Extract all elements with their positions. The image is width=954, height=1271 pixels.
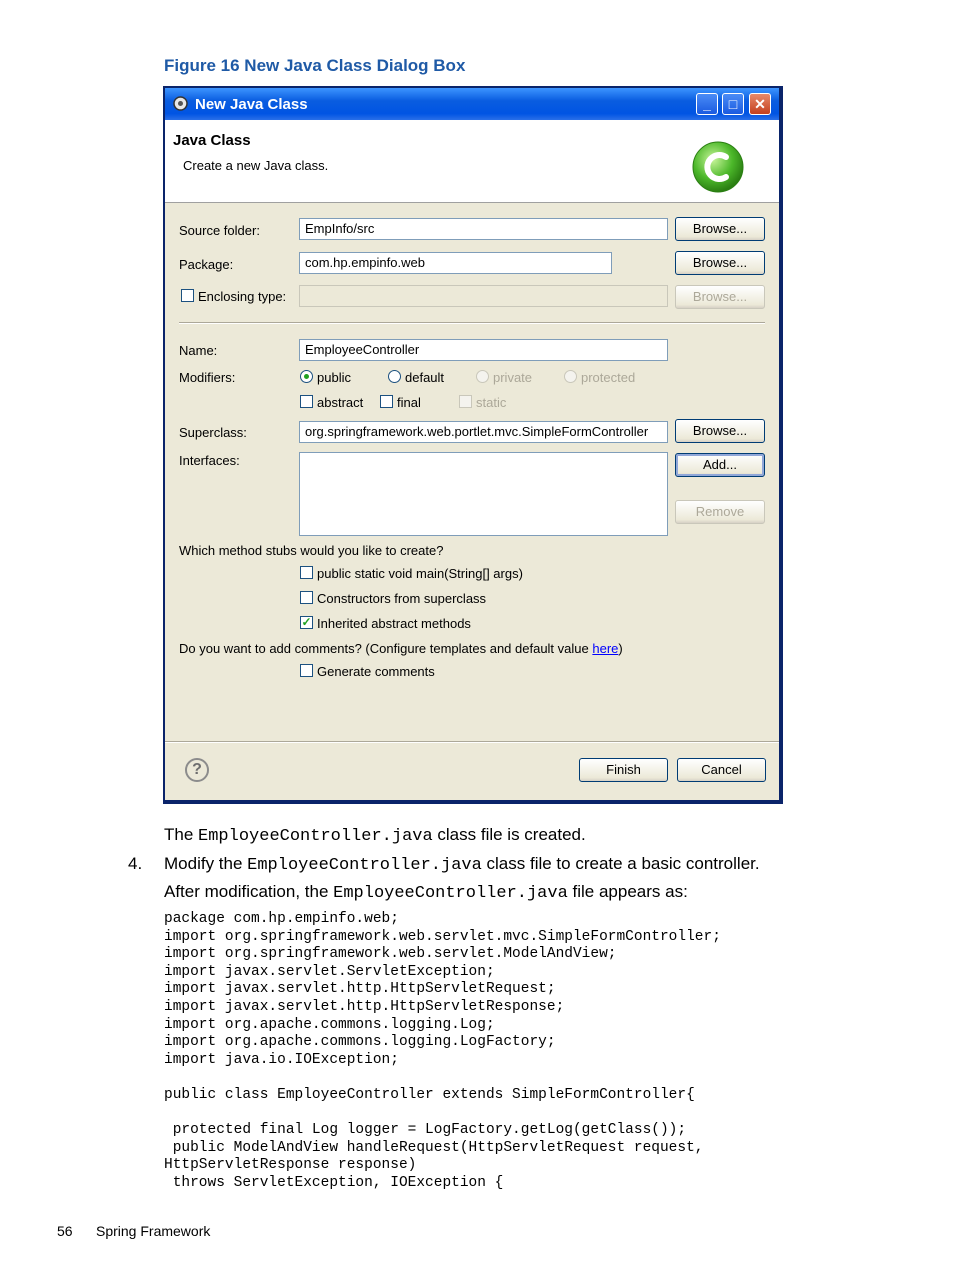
protected-radio[interactable] [564,370,577,383]
dialog-titlebar[interactable] [165,88,779,120]
abstract-checkbox[interactable] [300,395,313,408]
final-checkbox-label: final [397,395,421,410]
after-sentence [164,882,688,903]
close-button[interactable] [749,93,771,115]
generate-comments-label: Generate comments [317,664,435,679]
protected-radio-label: protected [581,370,636,385]
static-checkbox-label: static [476,395,507,410]
page-number: 56 [57,1223,73,1239]
bottom-separator [165,741,779,743]
dialog-title: New Java Class [195,96,308,113]
text-run: class file to create a basic controller. [481,854,760,873]
text-run: The [164,825,199,844]
name-field[interactable]: EmployeeController [299,339,668,361]
text-run: file appears as: [567,882,688,901]
public-radio[interactable] [300,370,313,383]
comments-question-close: ) [618,641,623,656]
enclosing-type-label: Enclosing type: [198,289,287,304]
footer-section: Spring Framework [96,1223,211,1239]
add-interface-button[interactable]: Add... [675,453,765,477]
interfaces-label: Interfaces: [179,453,240,468]
public-radio-label: public [317,370,351,385]
banner-subtitle: Create a new Java class. [183,158,329,173]
main-stub-checkbox[interactable] [300,566,313,579]
eclipse-gear-icon [172,95,189,112]
superclass-label: Superclass: [179,425,247,440]
code-listing: package com.hp.empinfo.web; import org.springframework.web.servlet.mvc.SimpleFormController; import org.springframework.web.servlet.ModelAndView; import javax.servlet.ServletException; import javax.servlet.http.HttpServletRequest; import javax.servlet.http.HttpServletResponse; import org.apache.commons.logging.Log; import org.apache.commons.logging.LogFactory; import java.io.IOException; public class EmployeeController extends SimpleFormController{ protected final Log logger = LogFactory.getLog(getClass()); public ModelAndView handleRequest(HttpServletRequest request, HttpServletResponse response) throws ServletException, IOException { [164,911,721,1191]
inherited-stub-checkbox[interactable] [300,616,313,629]
step-number: 4. [128,854,143,873]
name-label: Name: [179,343,218,358]
package-browse-button[interactable]: Browse... [675,251,765,275]
figure-caption: Figure 16 New Java Class Dialog Box [164,56,466,75]
comments-question-text: Do you want to add comments? (Configure templates and default value [179,641,593,656]
comments-question [179,641,623,656]
private-radio-label: private [493,370,533,385]
final-checkbox[interactable] [380,395,393,408]
default-radio[interactable] [388,370,401,383]
package-label: Package: [179,257,234,272]
superclass-browse-button[interactable]: Browse... [675,419,765,443]
maximize-button[interactable] [722,93,744,115]
dialog-client [165,120,779,800]
enclosing-type-browse-button[interactable]: Browse... [675,285,765,309]
text-run: After modification, the [164,882,334,901]
inline-code: EmployeeController.java [247,856,482,875]
abstract-checkbox-label: abstract [317,395,364,410]
help-icon[interactable]: ? [185,758,209,782]
close-icon: ✕ [754,96,766,112]
text-run: Modify the [164,854,248,873]
step-sentence [164,854,760,875]
enclosing-type-field[interactable] [299,285,668,307]
enclosing-type-checkbox[interactable] [181,289,194,302]
separator [179,322,765,324]
created-sentence [164,825,586,846]
private-radio[interactable] [476,370,489,383]
minimize-button[interactable] [696,93,718,115]
new-java-class-dialog [163,86,783,804]
static-checkbox[interactable] [459,395,472,408]
main-stub-label: public static void main(String[] args) [317,566,523,581]
interfaces-list[interactable] [299,452,668,536]
source-folder-label: Source folder: [179,223,260,238]
check-mark-icon: ✓ [301,615,312,629]
inline-code: EmployeeController.java [198,827,433,846]
superclass-field[interactable]: org.springframework.web.portlet.mvc.SimpleFormController [299,421,668,443]
default-radio-label: default [405,370,445,385]
minimize-icon: _ [703,96,711,112]
configure-here-link[interactable]: here [592,641,619,656]
cancel-button[interactable]: Cancel [677,758,766,782]
source-folder-browse-button[interactable]: Browse... [675,217,765,241]
banner-title: Java Class [173,132,251,149]
constructors-stub-checkbox[interactable] [300,591,313,604]
source-folder-field[interactable]: EmpInfo/src [299,218,668,240]
inline-code: EmployeeController.java [333,884,568,903]
java-class-icon [691,140,745,194]
modifiers-label: Modifiers: [179,370,236,385]
maximize-icon: □ [728,96,738,112]
package-field[interactable]: com.hp.empinfo.web [299,252,612,274]
generate-comments-checkbox[interactable] [300,664,313,677]
remove-interface-button[interactable]: Remove [675,500,765,524]
inherited-stub-label: Inherited abstract methods [317,616,471,631]
stubs-question: Which method stubs would you like to create? [179,543,444,558]
finish-button[interactable]: Finish [579,758,668,782]
radio-selected-dot [304,374,309,379]
constructors-stub-label: Constructors from superclass [317,591,487,606]
text-run: class file is created. [432,825,586,844]
dialog-banner [165,120,779,203]
